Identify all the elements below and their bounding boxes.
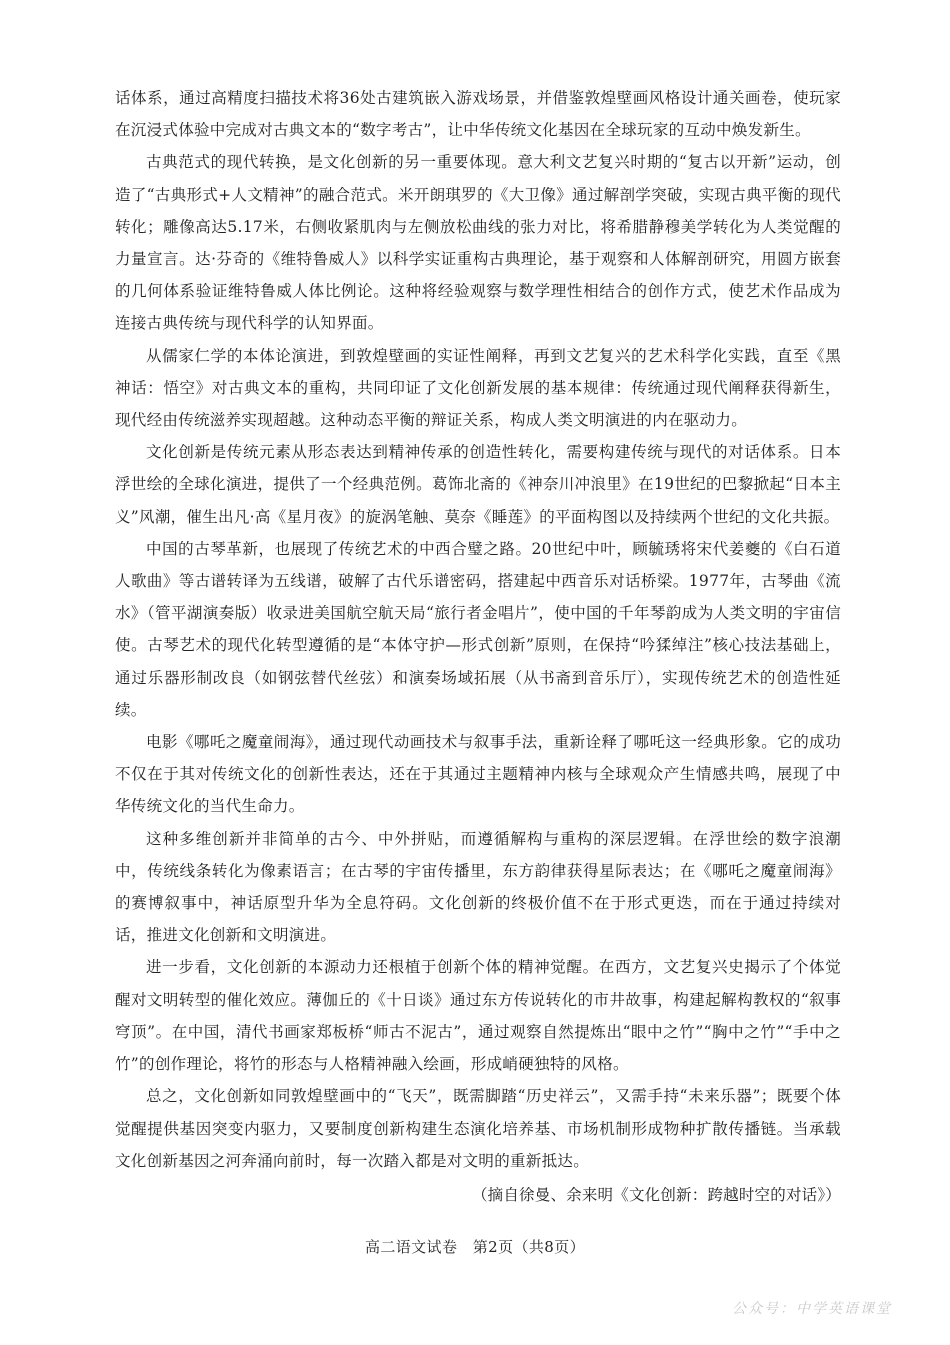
paragraph: 文化创新是传统元素从形态表达到精神传承的创造性转化，需要构建传统与现代的对话体系。日本浮世绘的全球化演进，提供了一个经典范例。葛饰北斋的《神奈川冲浪里》在19世纪的巴黎掀起“日本主义”风潮，催生出凡·高《星月夜》的旋涡笔触、莫奈《睡莲》的平面构图以及持续两个世纪的文化共振。	[115, 443, 841, 526]
page-footer: 高二语文试卷 第2页（共8页）	[364, 1238, 586, 1256]
paragraph: 这种多维创新并非简单的古今、中外拼贴，而遵循解构与重构的深层逻辑。在浮世绘的数字浪潮中，传统线条转化为像素语言；在古琴的宇宙传播里，东方韵律获得星际表达；在《哪吒之魔童闹海》的赛博叙事中，神话原型升华为全息符码。文化创新的终极价值不在于形式更迭，而在于通过持续对话，推进文化创新和文明演进。	[115, 829, 841, 945]
paragraph: 中国的古琴革新，也展现了传统艺术的中西合璧之路。20世纪中叶，顾毓琇将宋代姜夔的《白石道人歌曲》等古谱转译为五线谱，破解了古代乐谱密码，搭建起中西音乐对话桥梁。1977年，古琴曲《流水》（管平湖演奏版）收录进美国航空航天局“旅行者金唱片”，使中国的千年琴韵成为人类文明的宇宙信使。古琴艺术的现代化转型遵循的是“本体守护—形式创新”原则，在保持“吟猱绰注”核心技法基础上，通过乐器形制改良（如钢弦替代丝弦）和演奏场域拓展（从书斋到音乐厅），实现传统艺术的创造性延续。	[115, 539, 841, 719]
paragraph: 古典范式的现代转换，是文化创新的另一重要体现。意大利文艺复兴时期的“复古以开新”运动，创造了“古典形式+人文精神”的融合范式。米开朗琪罗的《大卫像》通过解剖学突破，实现古典平衡的现代转化；雕像高达5.17米，右侧收紧肌肉与左侧放松曲线的张力对比，将希腊静穆美学转化为人类觉醒的力量宣言。达·芬奇的《维特鲁威人》以科学实证重构古典理论，基于观察和人体解剖研究，用圆方嵌套的几何体系验证维特鲁威人体比例论。这种将经验观察与数学理性相结合的创作方式，使艺术作品成为连接古典传统与现代科学的认知界面。	[115, 153, 841, 333]
paragraph: 进一步看，文化创新的本源动力还根植于创新个体的精神觉醒。在西方，文艺复兴史揭示了个体觉醒对文明转型的催化效应。薄伽丘的《十日谈》通过东方传说转化的市井故事，构建起解构教权的“叙事穹顶”。在中国，清代书画家郑板桥“师古不泥古”，通过观察自然提炼出“眼中之竹”“胸中之竹”“手中之竹”的创作理论，将竹的形态与人格精神融入绘画，形成峭硬独特的风格。	[115, 958, 841, 1074]
source-citation: （摘自徐曼、余来明《文化创新：跨越时空的对话》）	[471, 1185, 841, 1204]
article-body	[115, 82, 841, 1211]
paragraph: 总之，文化创新如同敦煌壁画中的“飞天”，既需脚踏“历史祥云”，又需手持“未来乐器”；既要个体觉醒提供基因突变内驱力，又要制度创新构建生态演化培养基、市场机制形成物种扩散传播链。当承载文化创新基因之河奔涌向前时，每一次踏入都是对文明的重新抵达。	[115, 1087, 841, 1170]
paragraph: 电影《哪吒之魔童闹海》，通过现代动画技术与叙事手法，重新诠释了哪吒这一经典形象。它的成功不仅在于其对传统文化的创新性表达，还在于其通过主题精神内核与全球观众产生情感共鸣，展现了中华传统文化的当代生命力。	[115, 733, 841, 816]
watermark: 公众号：中学英语课堂	[732, 1301, 892, 1317]
paragraph: 从儒家仁学的本体论演进，到敦煌壁画的实证性阐释，再到文艺复兴的艺术科学化实践，直至《黑神话：悟空》对古典文本的重构，共同印证了文化创新发展的基本规律：传统通过现代阐释获得新生，现代经由传统滋养实现超越。这种动态平衡的辩证关系，构成人类文明演进的内在驱动力。	[115, 346, 841, 430]
paragraph: 话体系，通过高精度扫描技术将36处古建筑嵌入游戏场景，并借鉴敦煌壁画风格设计通关画卷，使玩家在沉浸式体验中完成对古典文本的“数字考古”，让中华传统文化基因在全球玩家的互动中焕发新生。	[115, 89, 841, 140]
